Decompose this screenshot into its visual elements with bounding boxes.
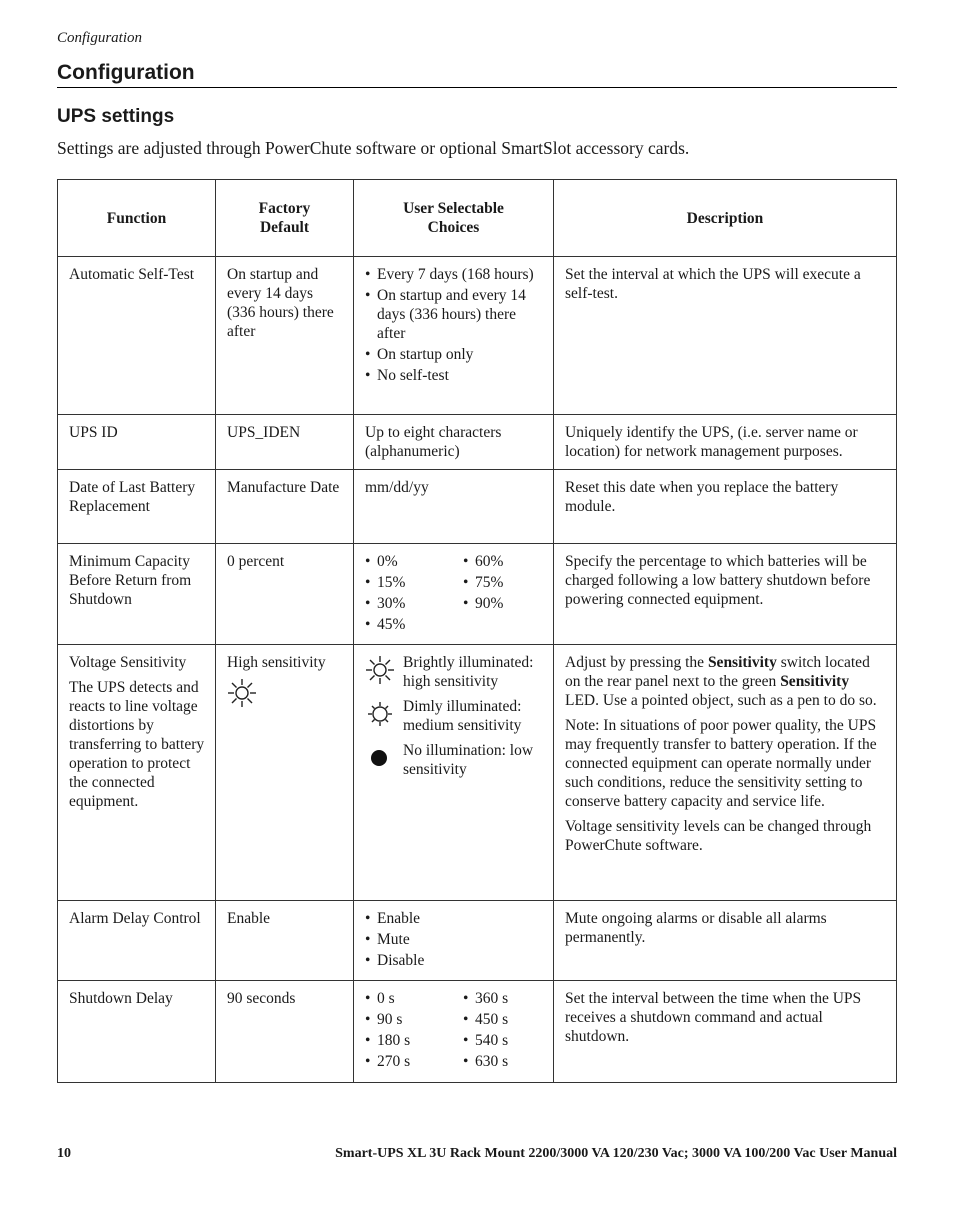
led-choice-label: Brightly illuminated: high sensitivity <box>403 654 534 690</box>
off-led-icon <box>365 741 403 773</box>
cell-choices <box>354 645 554 901</box>
cell-function <box>58 645 216 901</box>
cell-function: Automatic Self-Test <box>58 257 216 415</box>
list-item: • No self-test <box>365 366 543 385</box>
list-item: • 30% <box>365 594 463 613</box>
default-value: High sensitivity <box>227 654 326 671</box>
cell-default: Manufacture Date <box>216 470 354 544</box>
header-default-line1: Factory <box>258 200 311 217</box>
list-item: • 540 s <box>463 1031 543 1050</box>
list-item: • Every 7 days (168 hours) <box>365 265 543 284</box>
function-title: Voltage Sensitivity <box>69 654 187 671</box>
list-item: • 45% <box>365 615 463 634</box>
cell-description: Set the interval at which the UPS will execute a self-test. <box>554 257 897 415</box>
table-row <box>58 257 897 415</box>
description-paragraph <box>565 653 886 710</box>
list-item: • 0 s <box>365 989 463 1008</box>
list-item: • 90% <box>463 594 543 613</box>
header-function: Function <box>58 180 216 257</box>
table-row <box>58 544 897 645</box>
intro-paragraph: Settings are adjusted through PowerChute software or optional SmartSlot accessory cards. <box>57 138 690 158</box>
settings-table <box>57 179 897 1083</box>
cell-function: Minimum Capacity Before Return from Shutdown <box>58 544 216 645</box>
list-item: • 75% <box>463 573 543 592</box>
cell-choices: Up to eight characters (alphanumeric) <box>354 415 554 470</box>
list-item: • 630 s <box>463 1052 543 1071</box>
table-row <box>58 901 897 981</box>
header-description: Description <box>554 180 897 257</box>
list-item: • Disable <box>365 951 543 970</box>
text-bold: Sensitivity <box>780 673 850 690</box>
text-run: switch located on the rear panel next to the green <box>565 654 870 690</box>
led-choice-medium <box>365 697 543 735</box>
header-default-line2: Default <box>259 219 310 236</box>
choice-list <box>463 552 543 636</box>
led-choice-label: Dimly illuminated: medium sensitivity <box>403 698 522 734</box>
choice-columns <box>365 552 543 636</box>
list-item: • On startup only <box>365 345 543 364</box>
table-row <box>58 415 897 470</box>
cell-default <box>216 645 354 901</box>
cell-default: 0 percent <box>216 544 354 645</box>
list-item: • Mute <box>365 930 543 949</box>
cell-choices <box>354 901 554 981</box>
list-item: • 60% <box>463 552 543 571</box>
header-user-choices <box>354 180 554 257</box>
text-run: LED. Use a pointed object, such as a pen to do so. <box>565 692 877 709</box>
cell-choices <box>354 544 554 645</box>
cell-function: UPS ID <box>58 415 216 470</box>
cell-description: Uniquely identify the UPS, (i.e. server name or location) for network management purposes. <box>554 415 897 470</box>
cell-choices: mm/dd/yy <box>354 470 554 544</box>
table-row <box>58 470 897 544</box>
cell-choices <box>354 257 554 415</box>
bright-led-icon <box>227 695 257 712</box>
cell-description: Specify the percentage to which batteries will be charged following a low battery shutdown before powering connected equipment. <box>554 544 897 645</box>
cell-description: Reset this date when you replace the battery module. <box>554 470 897 544</box>
choice-list <box>463 989 543 1073</box>
list-item: • 90 s <box>365 1010 463 1029</box>
led-choice-high <box>365 653 543 691</box>
list-item: • 450 s <box>463 1010 543 1029</box>
page-heading: Configuration <box>57 61 897 88</box>
page-number: 10 <box>57 1146 71 1161</box>
list-item: • 180 s <box>365 1031 463 1050</box>
cell-default: 90 seconds <box>216 981 354 1083</box>
list-item: • 0% <box>365 552 463 571</box>
cell-function: Date of Last Battery Replacement <box>58 470 216 544</box>
dim-led-icon <box>365 697 403 729</box>
cell-choices <box>354 981 554 1083</box>
choice-list <box>365 265 543 385</box>
header-factory-default <box>216 180 354 257</box>
table-header-row <box>58 180 897 257</box>
cell-function: Shutdown Delay <box>58 981 216 1083</box>
text-bold: Sensitivity <box>707 654 777 671</box>
text-run: Adjust by pressing the <box>565 654 708 671</box>
list-item: • 270 s <box>365 1052 463 1071</box>
manual-title: Smart-UPS XL 3U Rack Mount 2200/3000 VA 120/230 Vac; 3000 VA 100/200 Vac User Manual <box>335 1146 897 1161</box>
description-note: Note: In situations of poor power quality, the UPS may frequently transfer to battery operation. If the connected equipment can operate normally under such conditions, reduce the sensitivity setting to conserve battery capacity and service life. <box>565 717 877 810</box>
cell-function: Alarm Delay Control <box>58 901 216 981</box>
choice-columns <box>365 989 543 1073</box>
choice-list <box>365 552 463 636</box>
list-item: • On startup and every 14 days (336 hours) there after <box>365 286 543 343</box>
choice-list <box>365 909 543 970</box>
bright-led-icon <box>365 653 403 685</box>
list-item: • 15% <box>365 573 463 592</box>
header-choices-line2: Choices <box>427 219 480 236</box>
cell-default: On startup and every 14 days (336 hours) there after <box>216 257 354 415</box>
header-choices-line1: User Selectable <box>403 200 504 217</box>
table-row <box>58 645 897 901</box>
led-choice-label: No illumination: low sensitivity <box>403 742 534 778</box>
table-row <box>58 981 897 1083</box>
choice-list <box>365 989 463 1073</box>
led-choice-low <box>365 741 543 779</box>
section-heading: UPS settings <box>57 106 175 127</box>
list-item: • Enable <box>365 909 543 928</box>
running-head: Configuration <box>57 30 143 46</box>
cell-description: Set the interval between the time when the UPS receives a shutdown command and actual shutdown. <box>554 981 897 1083</box>
description-paragraph: Voltage sensitivity levels can be changed through PowerChute software. <box>565 818 872 854</box>
cell-default: UPS_IDEN <box>216 415 354 470</box>
list-item: • 360 s <box>463 989 543 1008</box>
cell-description: Mute ongoing alarms or disable all alarms permanently. <box>554 901 897 981</box>
function-body: The UPS detects and reacts to line voltage distortions by transferring to battery operation to protect the connected equipment. <box>69 679 205 810</box>
cell-default: Enable <box>216 901 354 981</box>
cell-description <box>554 645 897 901</box>
